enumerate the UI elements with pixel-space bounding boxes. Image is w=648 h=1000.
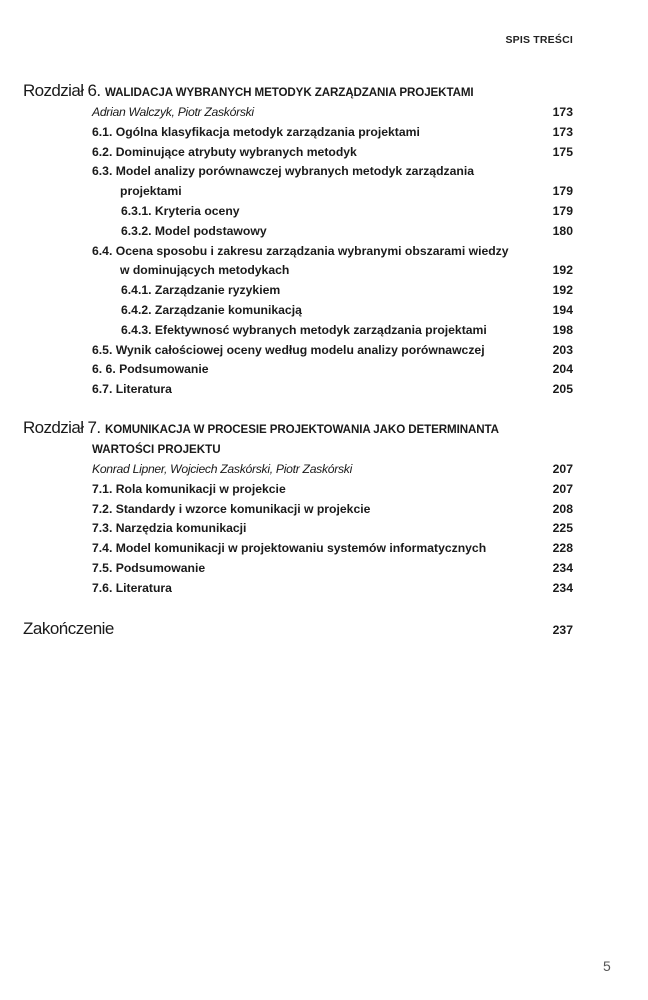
toc-entry[interactable]	[23, 500, 573, 520]
entry-text: 7.5. Podsumowanie	[92, 560, 206, 575]
page-number: 225	[552, 521, 573, 536]
toc-entry[interactable]	[23, 123, 573, 143]
entry-text: 6.4. Ocena sposobu i zakresu zarządzania wybranymi obszarami wiedzy	[92, 243, 509, 258]
entry-text: w dominujących metodykach	[120, 263, 290, 278]
page-number: 198	[552, 322, 573, 337]
page-number: 228	[552, 541, 573, 556]
toc-entry[interactable]	[23, 162, 573, 182]
chapter-heading	[23, 418, 573, 440]
toc-entry[interactable]	[23, 143, 573, 163]
page-number: 204	[552, 362, 573, 377]
toc-entry[interactable]	[23, 242, 573, 262]
page-number: 179	[552, 184, 573, 199]
authors-text: Konrad Lipner, Wojciech Zaskórski, Piotr Zaskórski	[92, 462, 352, 476]
toc-entry[interactable]	[23, 360, 573, 380]
page-number: 175	[552, 144, 573, 159]
chapter-label: Rozdział 6.	[23, 81, 101, 100]
entry-text: 6.2. Dominujące atrybuty wybranych metodyk	[92, 144, 357, 159]
toc-subentry[interactable]	[23, 301, 573, 321]
toc-subentry[interactable]	[23, 222, 573, 242]
entry-text: 7.4. Model komunikacji w projektowaniu systemów informatycznych	[92, 541, 487, 556]
chapter-7	[23, 418, 573, 599]
entry-text: 6.1. Ogólna klasyfikacja metodyk zarządzania projektami	[92, 124, 420, 139]
toc-authors[interactable]	[23, 460, 573, 480]
toc-entry-continuation[interactable]	[23, 182, 573, 202]
page-number: 192	[552, 263, 573, 278]
toc-entry-continuation[interactable]	[23, 261, 573, 281]
toc-entry[interactable]	[23, 519, 573, 539]
page-number: 205	[552, 382, 573, 397]
toc-ending[interactable]	[23, 619, 573, 641]
entry-text: 6.5. Wynik całościowej oceny według modelu analizy porównawczej	[92, 342, 485, 357]
page-number: 173	[552, 105, 573, 119]
entry-text: 7.6. Literatura	[92, 580, 172, 595]
page-number: 207	[552, 462, 573, 476]
chapter-label: Rozdział 7.	[23, 418, 101, 437]
entry-text: 6.7. Literatura	[92, 382, 172, 397]
chapter-6	[23, 81, 573, 400]
entry-text: 7.2. Standardy i wzorce komunikacji w projekcie	[92, 501, 371, 516]
toc-entry[interactable]	[23, 539, 573, 559]
toc-authors[interactable]	[23, 103, 573, 123]
page-number: 203	[552, 342, 573, 357]
toc-entry[interactable]	[23, 480, 573, 500]
authors-text: Adrian Walczyk, Piotr Zaskórski	[92, 105, 254, 119]
page-number: 207	[552, 481, 573, 496]
entry-text: 6.4.1. Zarządzanie ryzykiem	[121, 283, 281, 298]
entry-text: 6. 6. Podsumowanie	[92, 362, 209, 377]
entry-text: 6.4.2. Zarządzanie komunikacją	[121, 302, 302, 317]
entry-text: 6.3.2. Model podstawowy	[121, 223, 267, 238]
page-number: 208	[552, 501, 573, 516]
chapter-title: KOMUNIKACJA W PROCESIE PROJEKTOWANIA JAKO DETERMINANTA	[104, 423, 499, 436]
chapter-title: WALIDACJA WYBRANYCH METODYK ZARZĄDZANIA PROJEKTAMI	[104, 86, 474, 99]
chapter-title-continuation: WARTOŚCI PROJEKTU	[92, 443, 221, 456]
chapter-heading	[23, 81, 573, 103]
page-number: 180	[552, 223, 573, 238]
toc-subentry[interactable]	[23, 321, 573, 341]
entry-text: 6.4.3. Efektywnosć wybranych metodyk zarządzania projektami	[121, 322, 487, 337]
toc-entry[interactable]	[23, 579, 573, 599]
page-number: 173	[552, 124, 573, 139]
page-number: 192	[552, 283, 573, 298]
toc-entry[interactable]	[23, 380, 573, 400]
ending-label: Zakończenie	[23, 619, 114, 638]
page-number: 194	[552, 302, 573, 317]
entry-text: projektami	[120, 184, 182, 199]
entry-text: 7.3. Narzędzia komunikacji	[92, 521, 247, 536]
page-number: 237	[552, 623, 573, 637]
toc-subentry[interactable]	[23, 281, 573, 301]
entry-text: 6.3. Model analizy porównawczej wybranych metodyk zarządzania	[92, 164, 474, 179]
page-number: 234	[552, 580, 573, 595]
toc-subentry[interactable]	[23, 202, 573, 222]
running-header: SPIS TREŚCI	[505, 34, 573, 46]
entry-text: 7.1. Rola komunikacji w projekcie	[92, 481, 286, 496]
page-number: 179	[552, 203, 573, 218]
entry-text: 6.3.1. Kryteria oceny	[121, 203, 240, 218]
page-folio: 5	[603, 958, 611, 974]
toc-entry[interactable]	[23, 559, 573, 579]
toc-entry[interactable]	[23, 341, 573, 361]
page-number: 234	[552, 560, 573, 575]
